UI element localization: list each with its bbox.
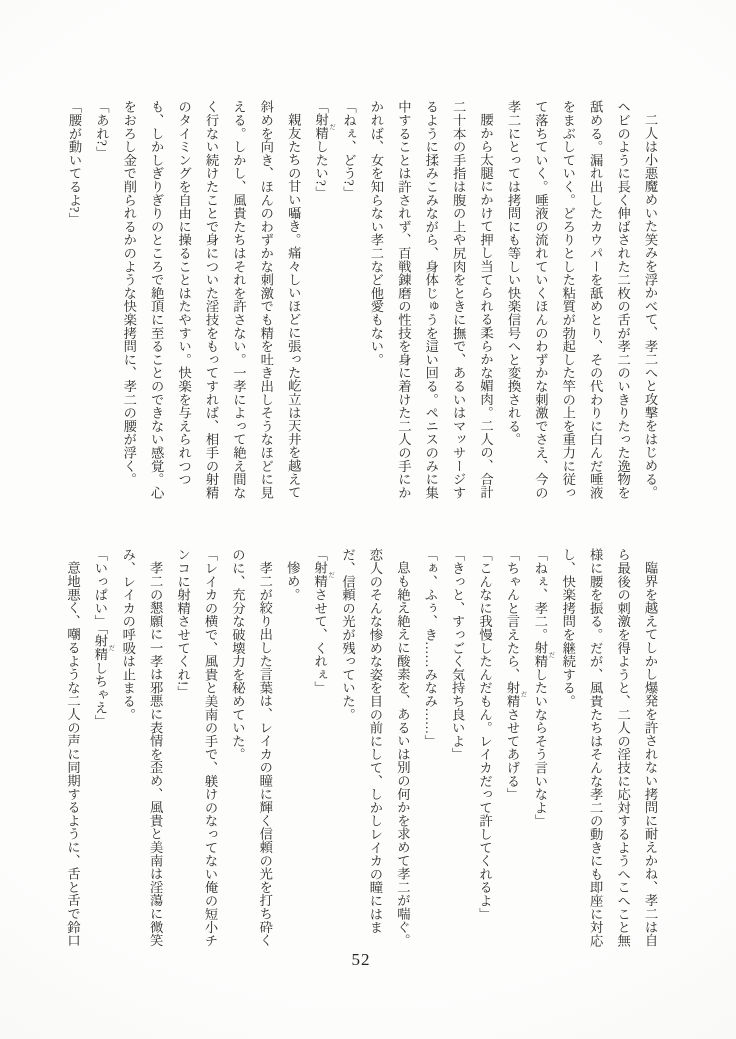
text-line: 息も絶え絶えに酸素を、あるいは別の何かを求めて孝二が喘ぐ。 [395, 561, 411, 947]
text-line: 「きっと、すっごく気持ち良いよ」 [450, 548, 466, 761]
text-line: 中することは許されず、百戦錬磨の性技を身に着けた二人の手にか [396, 100, 412, 499]
text-line: 孝二の懇願に一孝は邪悪に表情を歪め、風貴と美南は淫蕩に微笑 [148, 561, 164, 947]
text-line: し、快楽拷問を継続する。 [560, 548, 576, 708]
ruby-annotated-text: 射精 だ [313, 113, 336, 140]
text-line: ら最後の刺激を得ようと、二人の淫技に応対するようへこへこと無 [615, 548, 631, 947]
text-line: ヘビのように長く伸ばされた二枚の舌が孝二のいきりたった逸物を [615, 100, 631, 499]
text-line: 「ちゃんと言えたら、射精 ださせてあげる」 [504, 548, 527, 801]
text-line: 恋人のそんな惨めな姿を目の前にして、しかしレイカの瞳にはま [367, 548, 383, 934]
text-line: 様に腰を振る。だが、風貴たちはそんな孝二の動きにも即座に対応 [588, 548, 604, 947]
text-line: かれば、女を知らない孝二など他愛もない。 [368, 100, 384, 366]
text-line: 「ねぇ、どう?」 [341, 100, 357, 200]
text-line: るように揉みこみながら、身体じゅうを這い回る。ペニスのみに集 [423, 100, 439, 499]
ruby-annotated-text: 射精 だ [504, 681, 527, 708]
text-line: 「射精 ださせて、くれぇ」 [312, 548, 335, 695]
text-line: 斜めを向き、ほんのわずかな刺激でも精を吐き出しそうなほどに見 [258, 100, 274, 499]
text-line: 「レイカの横で、風貴と美南の手で、躾けのなってない俺の短小チ [203, 548, 218, 947]
lower-text-block [58, 548, 664, 958]
text-line: 親友たちの甘い囁き。痛々しいほどに張った屹立は天井を越えて [286, 113, 302, 499]
text-line: て落ちていく。唾液の流れていくほんのわずかな刺激でさえ、今の [533, 100, 549, 499]
text-line: 臨界を越えてしかし爆発を許されない拷問に耐えかね、孝二は自 [643, 561, 658, 947]
text-line: 腰から太腿にかけて押し当てられる柔らかな媚肉。二人の、合計 [478, 113, 494, 499]
text-line: 意地悪く、嘲るような二人の声に同期するように、舌と舌で鈴口 [65, 561, 81, 947]
text-line: 孝二が絞り出した言葉は、レイカの瞳に輝く信頼の光を打ち砕く [257, 561, 273, 947]
text-line: のに、充分な破壊力を秘めていた。 [230, 548, 246, 761]
text-line: 「ぁ、ふぅ、き……みなみ……」 [422, 548, 438, 748]
text-line: み、レイカの呼吸は止まる。 [120, 548, 136, 721]
text-line: ンコに射精させてくれ!」 [175, 548, 191, 699]
text-line: 「腰が動いてるよ?」 [66, 100, 82, 226]
text-line: 「あれ?」 [94, 100, 110, 160]
text-line: のタイミングを自由に操ることはたやすい。快楽を与えられつつ [176, 100, 192, 486]
text-line: 惨め。 [285, 561, 301, 602]
text-line: だ、信頼の光が残っていた。 [340, 548, 356, 721]
ruby-annotated-text: 射精 だ [92, 634, 115, 662]
text-line: 孝二にとっては拷問にも等しい快楽信号へと変換される。 [505, 100, 521, 446]
ruby-annotated-text: 射精 だ [312, 561, 335, 588]
text-line: も、しかしぎりぎりのところで絶頂に至ることのできない感覚。心 [149, 100, 165, 499]
text-line: 「こんなに我慢したんだもん。レイカだって許してくれるよ」 [477, 548, 493, 921]
page-number: 52 [351, 950, 371, 969]
text-line: く行ない続けたことで身についた淫技をもってすれば、相手の射精 [204, 100, 219, 499]
ruby-annotated-text: 射精 だ [532, 641, 555, 668]
text-line: 「ねぇ、孝二。射精 だしたいならそう言いなよ」 [532, 548, 555, 828]
text-line: をおろし金で削られるかのような快楽拷問に、孝二の腰が浮く。 [121, 100, 137, 486]
text-line: える。しかし、風貴たちはそれを許さない。一孝によって絶え間な [231, 100, 247, 499]
text-line: 二十本の手指は腹の上や尻肉をときに撫で、あるいはマッサージす [451, 100, 467, 499]
text-line: 「いっぱい」「射精 だしちゃえ」 [92, 548, 115, 728]
text-line: 舐める。漏れ出したカウパーを舐めとり、その代わりに白んだ唾液 [588, 100, 604, 499]
text-line: をまぶしていく。どろりとした粘質が勃起した竿の上を重力に従っ [560, 100, 576, 499]
text-line: 二人は小悪魔めいた笑みを浮かべて、孝二へと攻撃をはじめる。 [643, 113, 658, 499]
upper-text-block [58, 100, 664, 510]
text-line: 「射精 だしたい?」 [313, 100, 336, 200]
